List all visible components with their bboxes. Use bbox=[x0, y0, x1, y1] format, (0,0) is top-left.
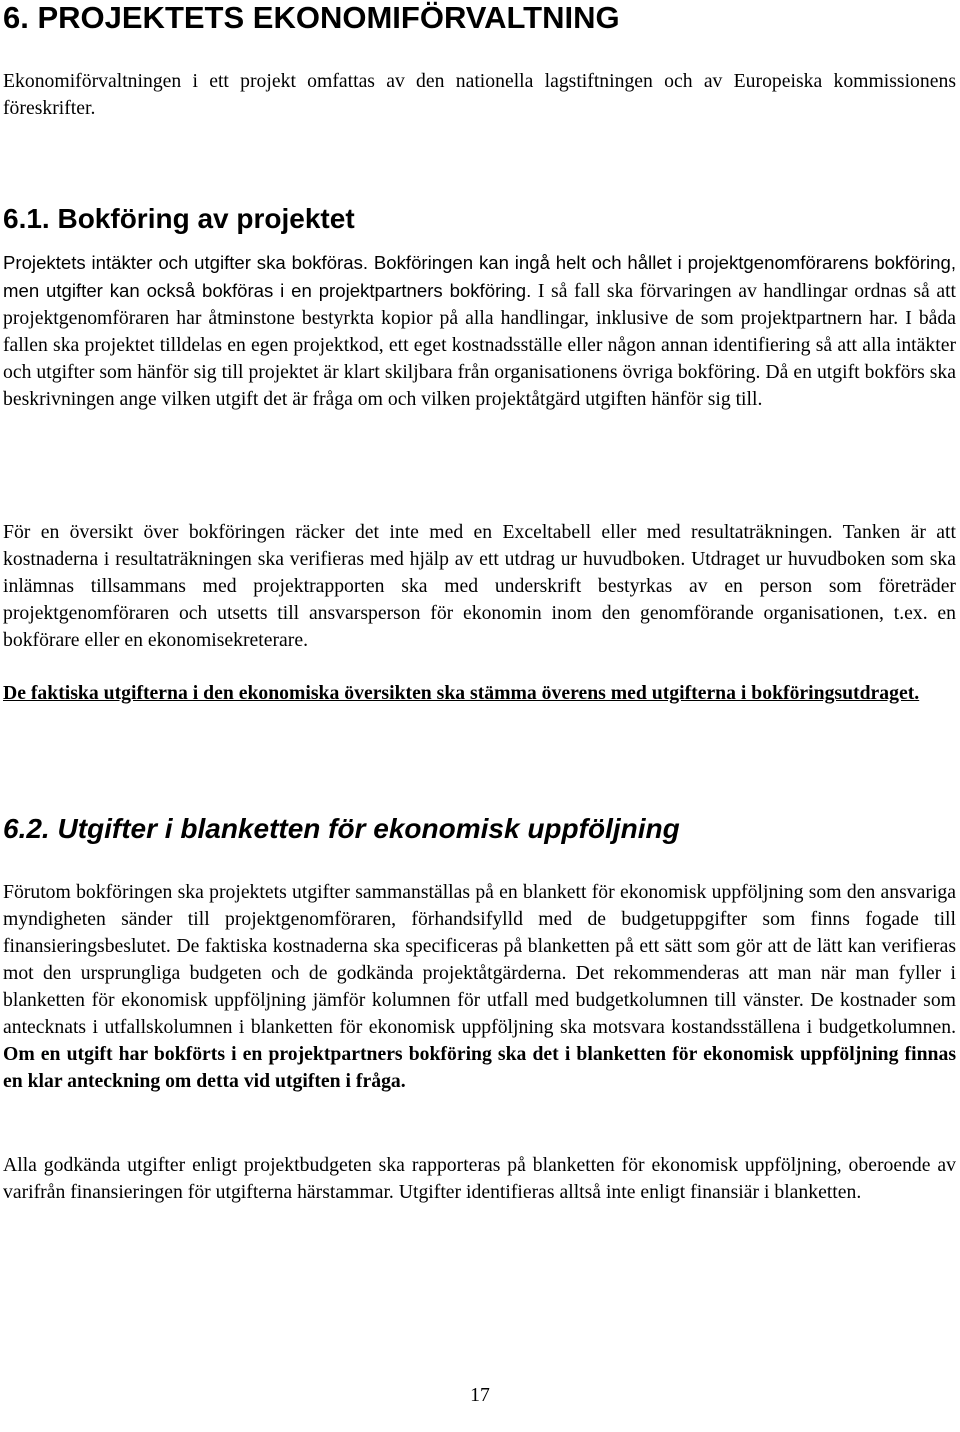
bookkeeping-serif-text: I så fall ska förvaringen av handlingar ordnas så att projektgenomföraren har åtminstone bestyrkta kopior på alla handlingar, inklusive de som projektpartnern har. I båda fallen ska projektet tilldelas en egen projektkod, ett eget kostnadsställe eller någon annan identifiering så att alla intäkter och utgifter som hänför sig till projektet är klart skiljbara från organisationens övriga bokföring. Då en utgift bokförs ska beskrivningen ange vilken utgift det är fråga om och vilken projektåtgärd utgiften hänför sig till. bbox=[3, 280, 957, 410]
emphasis-paragraph: De faktiska utgifterna i den ekonomiska översikten ska stämma överens med utgifterna i bokföringsutdraget. bbox=[3, 682, 920, 704]
approved-costs-paragraph: Alla godkända utgifter enligt projektbudgeten ska rapporteras på blanketten för ekonomisk uppföljning, oberoende av varifrån finansieringen för utgifterna härstammar. Utgifter identifieras alltså inte enligt finansiär i blanketten. bbox=[3, 1154, 956, 1203]
form-paragraph bbox=[3, 879, 956, 1095]
bookkeeping-paragraph bbox=[3, 249, 956, 413]
section-heading-6-1: 6.1. Bokföring av projektet bbox=[3, 203, 355, 234]
page-number: 17 bbox=[470, 1384, 490, 1406]
form-bold-text: Om en utgift har bokförts i en projektpartners bokföring ska det i blanketten för ekonomisk uppföljning finnas en klar anteckning om detta vid utgiften i fråga. bbox=[3, 1043, 956, 1092]
section-heading-6-2: 6.2. Utgifter i blanketten för ekonomisk uppföljning bbox=[3, 813, 680, 844]
intro-paragraph: Ekonomiförvaltningen i ett projekt omfattas av den nationella lagstiftningen och av Europeiska kommissionens föreskrifter. bbox=[3, 70, 956, 119]
chapter-heading: 6. PROJEKTETS EKONOMIFÖRVALTNING bbox=[3, 0, 620, 35]
overview-paragraph: För en översikt över bokföringen räcker det inte med en Exceltabell eller med resultaträkningen. Tanken är att kostnaderna i resultaträkningen ska verifieras med hjälp av ett utdrag ur huvudboken. Utdraget ur huvudboken som ska inlämnas tillsammans med projektrapporten ska med underskrift bestyrkas av en person som företräder projektgenomföraren och utsetts till ansvarsperson för ekonomin inom den genomförande organisationen, t.ex. en bokförare eller en ekonomisekreterare. bbox=[3, 521, 956, 651]
bookkeeping-sans-text: Projektets intäkter och utgifter ska bokföras. Bokföringen kan ingå helt och hållet i projektgenomförarens bokföring, men utgifter kan också bokföras i en projektpartners bokföring. bbox=[3, 252, 956, 301]
form-normal-text: Förutom bokföringen ska projektets utgifter sammanställas på en blankett för ekonomisk uppföljning som den ansvariga myndigheten sänder till projektgenomföraren, förhandsifylld med de budgetuppgifter som finns fogade till finansieringsbeslutet. De faktiska kostnaderna ska specificeras på blanketten på ett sätt som gör att de lätt kan verifieras mot den ursprungliga budgeten och de godkända projektåtgärderna. Det rekommenderas att man när man fyller i blanketten för ekonomisk uppföljning jämför kolumnen för utfall med budgetkolumnen till vänster. De kostnader som antecknats i utfallskolumnen i blanketten för ekonomisk uppföljning ska motsvara kostandsställena i budgetkolumnen. bbox=[3, 881, 956, 1038]
